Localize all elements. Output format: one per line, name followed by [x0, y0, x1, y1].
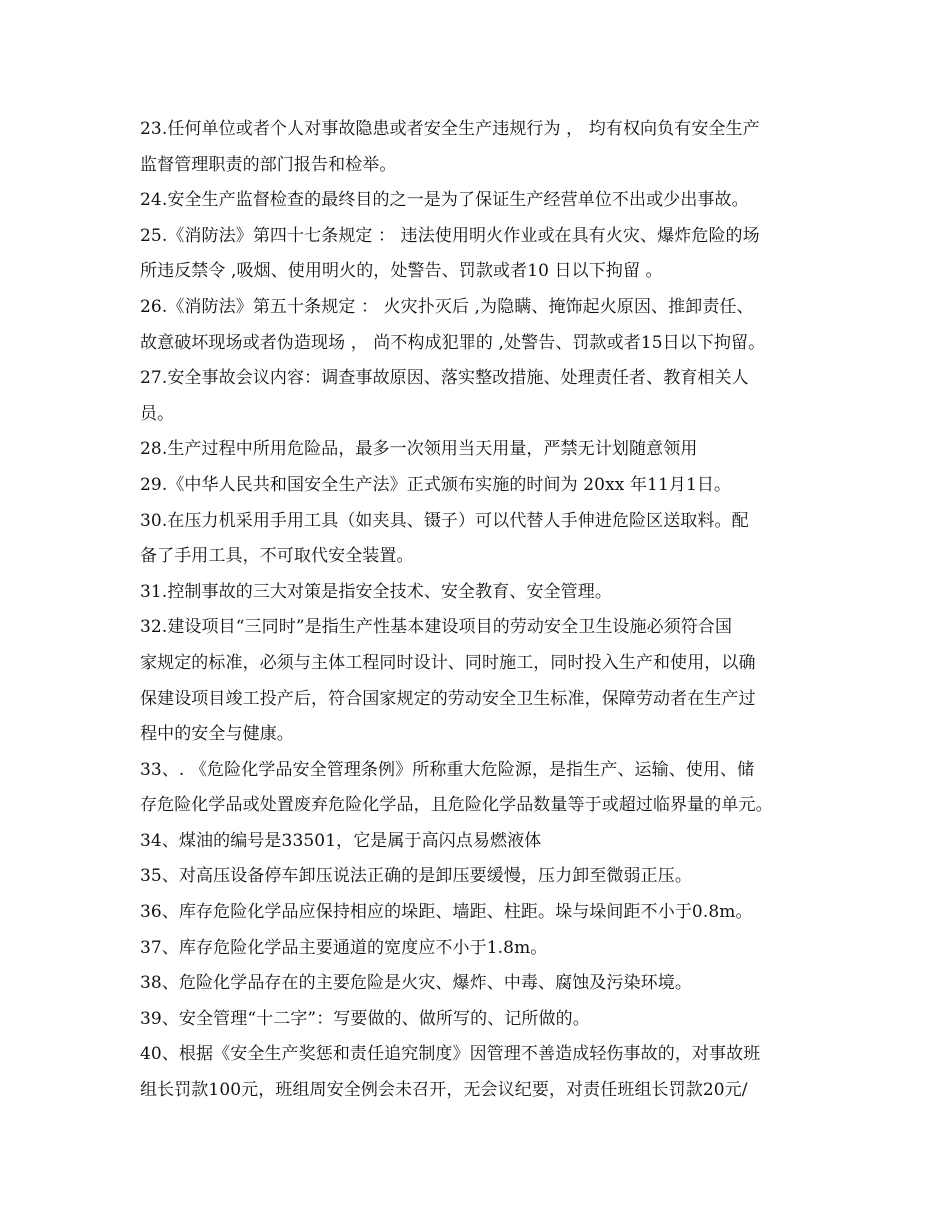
text-line: 32.建设项目“三同时”是指生产性基本建设项目的劳动安全卫生设施必须符合国: [140, 617, 733, 638]
text-line: 24.安全生产监督检查的最终目的之一是为了保证生产经营单位不出或少出事故。: [140, 190, 749, 211]
text-line: 所违反禁令 ,吸烟、使用明火的，处警告、罚款或者10 日以下拘留 。: [140, 261, 663, 282]
text-line: 程中的安全与健康。: [140, 724, 294, 745]
text-line: 员。: [140, 403, 175, 424]
text-line: 34、煤油的编号是33501，它是属于高闪点易燃液体: [140, 830, 542, 851]
text-line: 29.《中华人民共和国安全生产法》正式颁布实施的时间为 20xx 年11月1日。: [140, 474, 732, 495]
text-line: 保建设项目竣工投产后，符合国家规定的劳动安全卫生标准，保障劳动者在生产过: [140, 688, 756, 709]
text-line: 31.控制事故的三大对策是指安全技术、安全教育、安全管理。: [140, 581, 612, 602]
text-line: 33、. 《危险化学品安全管理条例》所称重大危险源，是指生产、运输、使用、储: [140, 759, 755, 780]
text-line: 28.生产过程中所用危险品，最多一次领用当天用量，严禁无计划随意领用: [140, 439, 698, 460]
text-line: 存危险化学品或处置废弃危险化学品，且危险化学品数量等于或超过临界量的单元。: [140, 795, 773, 816]
text-line: 38、危险化学品存在的主要危险是火灾、爆炸、中毒、腐蚀及污染环境。: [140, 973, 692, 994]
text-line: 40、根据《安全生产奖惩和责任追究制度》因管理不善造成轻伤事故的，对事故班: [140, 1044, 761, 1065]
text-line: 35、对高压设备停车卸压说法正确的是卸压要缓慢，压力卸至微弱正压。: [140, 866, 692, 887]
text-line: 23.任何单位或者个人对事故隐患或者安全生产违规行为 ， 均有权向负有安全生产: [140, 119, 760, 139]
text-line: 监督管理职责的部门报告和检举。: [140, 154, 397, 175]
text-line: 36、库存危险化学品应保持相应的垛距、墙距、柱距。垛与垛间距不小于0.8m。: [140, 902, 753, 923]
document-body: [140, 112, 830, 1109]
text-line: 37、库存危险化学品主要通道的宽度应不小于1.8m。: [140, 937, 548, 958]
text-line: 备了手用工具，不可取代安全装置。: [140, 546, 414, 567]
text-line: 组长罚款100元，班组周安全例会未召开，无会议纪要，对责任班组长罚款20元/: [140, 1080, 748, 1101]
text-line: 故意破坏现场或者伪造现场 ， 尚不构成犯罪的 ,处警告、罚款或者15日以下拘留。: [140, 332, 766, 353]
text-line: 26.《消防法》第五十条规定 ： 火灾扑灭后 ,为隐瞒、掩饰起火原因、推卸责任、: [140, 296, 754, 317]
text-line: 25.《消防法》第四十七条规定 ： 违法使用明火作业或在具有火灾、爆炸危险的场: [140, 225, 760, 246]
text-line: 39、安全管理“十二字”：写要做的、做所写的、记所做的。: [140, 1008, 590, 1029]
text-line: 30.在压力机采用手用工具（如夹具、镊子）可以代替人手伸进危险区送取料。配: [140, 510, 749, 531]
text-line: 27.安全事故会议内容：调查事故原因、落实整改措施、处理责任者、教育相关人: [140, 368, 749, 389]
text-line: 家规定的标准，必须与主体工程同时设计、同时施工，同时投入生产和使用，以确: [140, 652, 756, 673]
